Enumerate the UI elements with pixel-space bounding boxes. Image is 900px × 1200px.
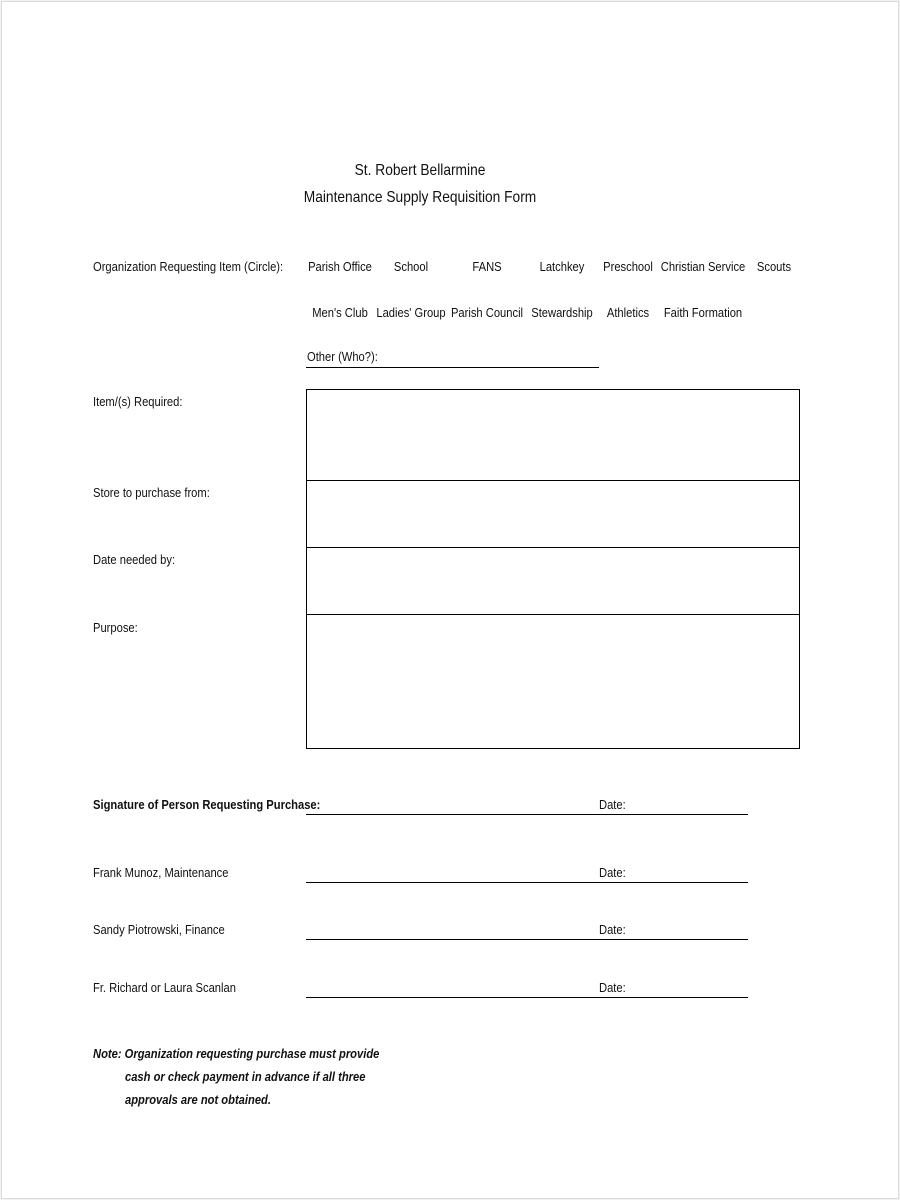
items-required-label: Item/(s) Required: <box>93 394 183 409</box>
purpose-label: Purpose: <box>93 620 138 635</box>
org-option-christian-service[interactable]: Christian Service <box>660 259 746 274</box>
other-who-input-line[interactable] <box>306 367 599 368</box>
purpose-field[interactable] <box>307 616 799 746</box>
store-field[interactable] <box>307 482 799 547</box>
note-line3: approvals are not obtained. <box>125 1092 271 1107</box>
form-title-line1: St. Robert Bellarmine <box>354 162 486 179</box>
org-option-school[interactable]: School <box>393 259 429 274</box>
org-option-parish-office[interactable]: Parish Office <box>308 259 372 274</box>
org-option-ladies-group[interactable]: Ladies' Group <box>376 305 446 320</box>
note-line1: Note: Organization requesting purchase must provide <box>93 1046 380 1061</box>
org-option-fans[interactable]: FANS <box>472 259 502 274</box>
org-option-parish-council[interactable]: Parish Council <box>450 305 524 320</box>
org-option-scouts[interactable]: Scouts <box>756 259 792 274</box>
other-who-label: Other (Who?): <box>307 349 378 364</box>
org-option-stewardship[interactable]: Stewardship <box>531 305 593 320</box>
signature-maintenance-date-label: Date: <box>599 865 626 880</box>
field-divider <box>307 547 799 548</box>
signature-finance-line[interactable] <box>306 939 748 940</box>
items-required-field[interactable] <box>307 390 799 480</box>
org-option-latchkey[interactable]: Latchkey <box>539 259 585 274</box>
signature-finance-date-label: Date: <box>599 922 626 937</box>
signature-requester-line[interactable] <box>306 814 748 815</box>
document-page <box>1 1 899 1199</box>
organization-label: Organization Requesting Item (Circle): <box>93 259 284 274</box>
form-title-line2: Maintenance Supply Requisition Form <box>303 189 537 206</box>
date-needed-field[interactable] <box>307 549 799 614</box>
field-divider <box>307 480 799 481</box>
signature-maintenance-label: Frank Munoz, Maintenance <box>93 865 229 880</box>
field-divider <box>307 614 799 615</box>
date-needed-label: Date needed by: <box>93 552 176 567</box>
store-label: Store to purchase from: <box>93 485 210 500</box>
signature-requester-label: Signature of Person Requesting Purchase: <box>93 797 321 812</box>
signature-finance-label: Sandy Piotrowski, Finance <box>93 922 225 937</box>
org-option-faith-formation[interactable]: Faith Formation <box>663 305 743 320</box>
signature-pastor-label: Fr. Richard or Laura Scanlan <box>93 980 236 995</box>
signature-pastor-date-label: Date: <box>599 980 626 995</box>
org-option-athletics[interactable]: Athletics <box>606 305 650 320</box>
signature-requester-date-label: Date: <box>599 797 626 812</box>
signature-pastor-line[interactable] <box>306 997 748 998</box>
org-option-mens-club[interactable]: Men's Club <box>312 305 368 320</box>
signature-maintenance-line[interactable] <box>306 882 748 883</box>
entry-box <box>306 389 800 749</box>
org-option-preschool[interactable]: Preschool <box>603 259 653 274</box>
note-line2: cash or check payment in advance if all three <box>125 1069 366 1084</box>
